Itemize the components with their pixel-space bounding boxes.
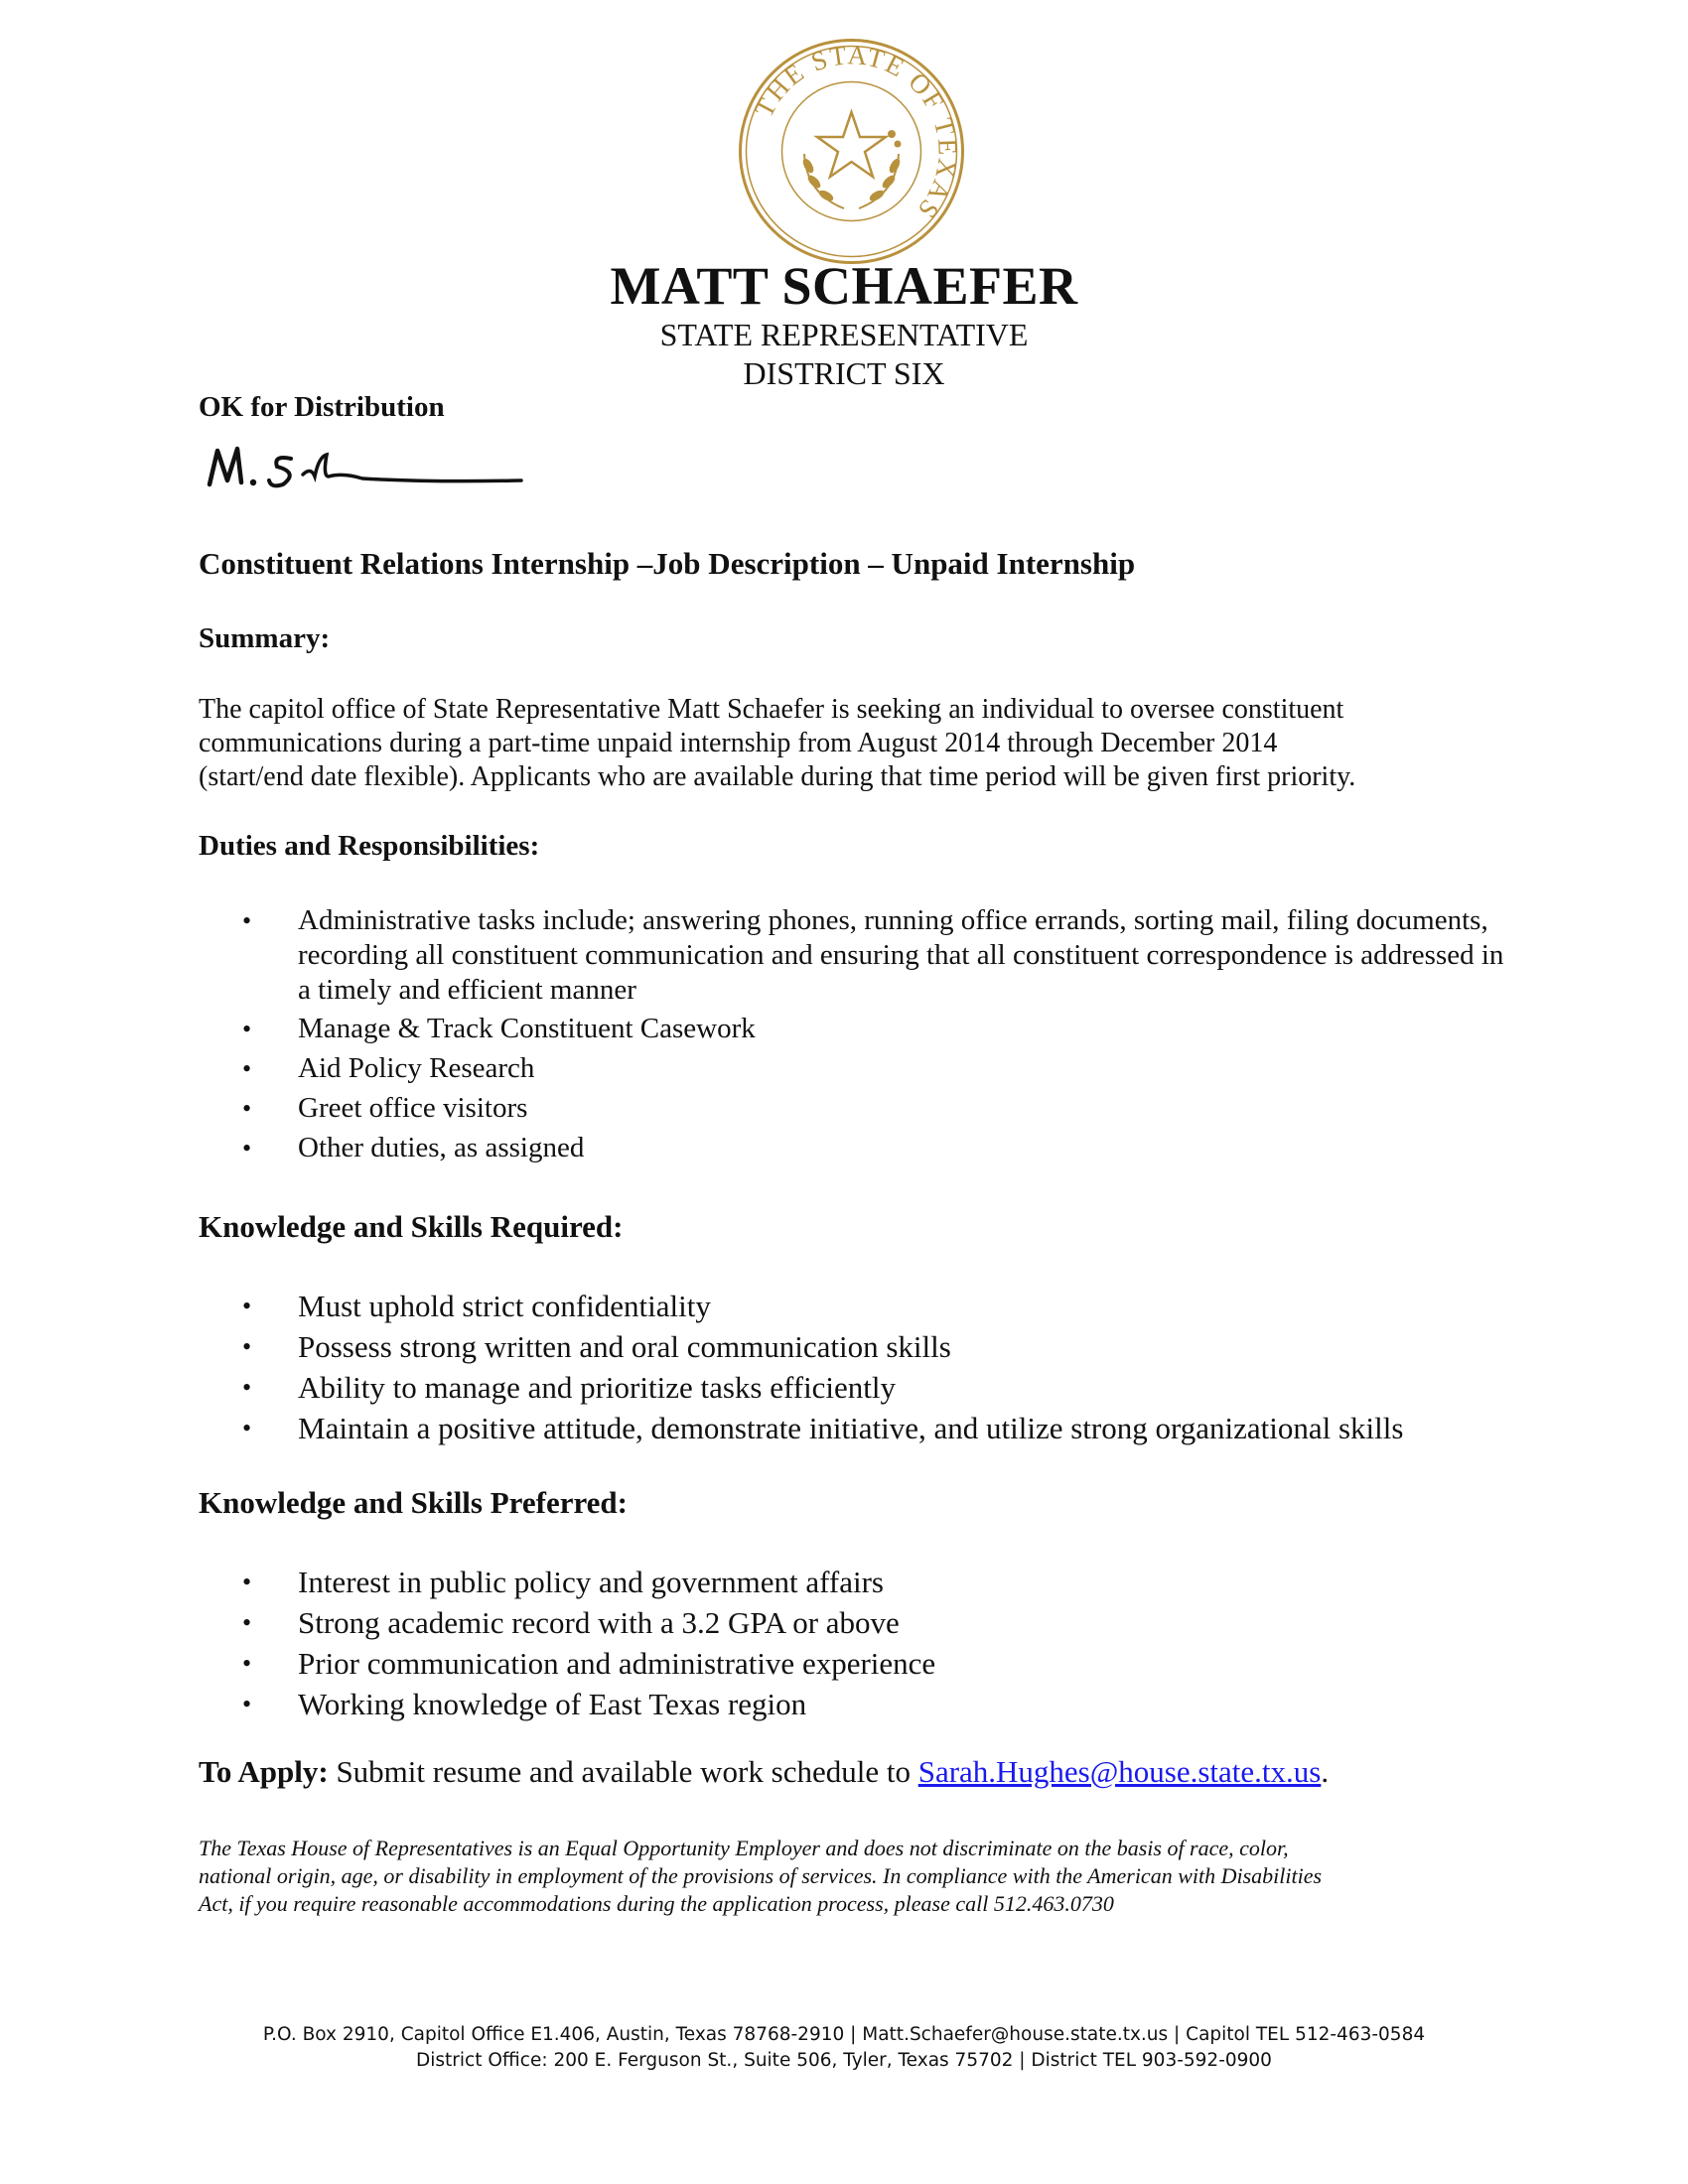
disclaimer-line: The Texas House of Representatives is an Equal Opportunity Employer and does not discriminate on the basis of race, color, xyxy=(199,1836,1289,1860)
list-item-text: Possess strong written and oral communication skills xyxy=(298,1329,951,1364)
apply-email-link[interactable]: Sarah.Hughes@house.state.tx.us xyxy=(917,1754,1322,1789)
equal-opportunity-disclaimer xyxy=(199,1835,1489,1918)
preferred-skills-list xyxy=(199,1562,1509,1724)
required-skills-list xyxy=(199,1286,1509,1448)
summary-paragraph xyxy=(199,693,1509,794)
duties-heading: Duties and Responsibilities: xyxy=(199,830,540,862)
district-label: DISTRICT SIX xyxy=(743,355,945,391)
list-item-text: Must uphold strict confidentiality xyxy=(298,1289,711,1323)
required-skills-heading: Knowledge and Skills Required: xyxy=(199,1209,624,1244)
list-item xyxy=(199,1367,1509,1408)
footer-capitol-office: P.O. Box 2910, Capitol Office E1.406, Austin, Texas 78768-2910 | Matt.Schaefer@house.state.tx.us | Capitol TEL 512-463-0584 xyxy=(262,2024,1426,2045)
summary-line: (start/end date flexible). Applicants who are available during that time period will be given first priority. xyxy=(199,761,1356,792)
summary-line: The capitol office of State Representative Matt Schaefer is seeking an individual to oversee constituent xyxy=(199,694,1344,725)
list-item-text: Ability to manage and prioritize tasks efficiently xyxy=(298,1370,897,1405)
signature-text: M. Schaefer xyxy=(204,437,209,438)
representative-name: MATT SCHAEFER xyxy=(610,256,1078,316)
list-item-text: Aid Policy Research xyxy=(298,1052,535,1084)
list-item-text: Maintain a positive attitude, demonstrate initiative, and utilize strong organizational skills xyxy=(298,1411,1404,1445)
list-item-text: • Administrative tasks include; answering phones, running office errands, sorting mail, filing documents, recording all constituent communication and ensuring that all constituent correspondence is addressed in a timely and efficient manner xyxy=(298,904,1504,1006)
apply-end: . xyxy=(1321,1754,1330,1789)
distribution-approval-label: OK for Distribution xyxy=(199,391,445,423)
disclaimer-line: national origin, age, or disability in employment of the provisions of services. In compliance with the American with Disabilities xyxy=(199,1863,1323,1888)
representative-title: STATE REPRESENTATIVE xyxy=(659,317,1029,352)
list-item xyxy=(199,1602,1509,1643)
footer-district-office: District Office: 200 E. Ferguson St., Suite 506, Tyler, Texas 75702 | District TEL 903-592-0900 xyxy=(416,2050,1272,2071)
duties-list xyxy=(199,903,1509,1165)
apply-instructions xyxy=(199,1754,1329,1790)
texas-state-seal-icon xyxy=(735,35,968,268)
seal-ring-text: THE STATE OF TEXAS xyxy=(748,40,963,226)
svg-text:THE STATE OF TEXAS xyxy=(749,40,963,225)
list-item xyxy=(199,1286,1509,1326)
list-item xyxy=(199,1643,1509,1684)
summary-heading: Summary: xyxy=(199,622,331,654)
list-item xyxy=(199,1012,1509,1046)
list-item xyxy=(199,903,1509,1008)
preferred-skills-heading: Knowledge and Skills Preferred: xyxy=(199,1485,628,1520)
list-item xyxy=(199,1131,1509,1165)
disclaimer-line: Act, if you require reasonable accommodations during the application process, please call 512.463.0730 xyxy=(199,1891,1114,1916)
list-item xyxy=(199,1408,1509,1448)
list-item xyxy=(199,1562,1509,1602)
list-item-text: Working knowledge of East Texas region xyxy=(298,1687,807,1721)
list-item-text: Manage & Track Constituent Casework xyxy=(298,1013,756,1044)
list-item xyxy=(199,1051,1509,1086)
list-item xyxy=(199,1326,1509,1367)
list-item-text: Other duties, as assigned xyxy=(298,1132,585,1163)
list-item-text: Prior communication and administrative experience xyxy=(298,1646,936,1681)
summary-line: communications during a part-time unpaid internship from August 2014 through December 2014 xyxy=(199,728,1278,758)
list-item xyxy=(199,1684,1509,1724)
list-item-text: Greet office visitors xyxy=(298,1092,528,1124)
list-item xyxy=(199,1091,1509,1126)
job-title-heading: Constituent Relations Internship –Job Description – Unpaid Internship xyxy=(199,546,1136,581)
signature-icon xyxy=(204,437,531,506)
list-item-text: Interest in public policy and government affairs xyxy=(298,1565,884,1599)
apply-label: To Apply: xyxy=(199,1754,329,1789)
apply-text: Submit resume and available work schedule to xyxy=(328,1754,918,1789)
list-item-text: Strong academic record with a 3.2 GPA or above xyxy=(298,1605,900,1640)
